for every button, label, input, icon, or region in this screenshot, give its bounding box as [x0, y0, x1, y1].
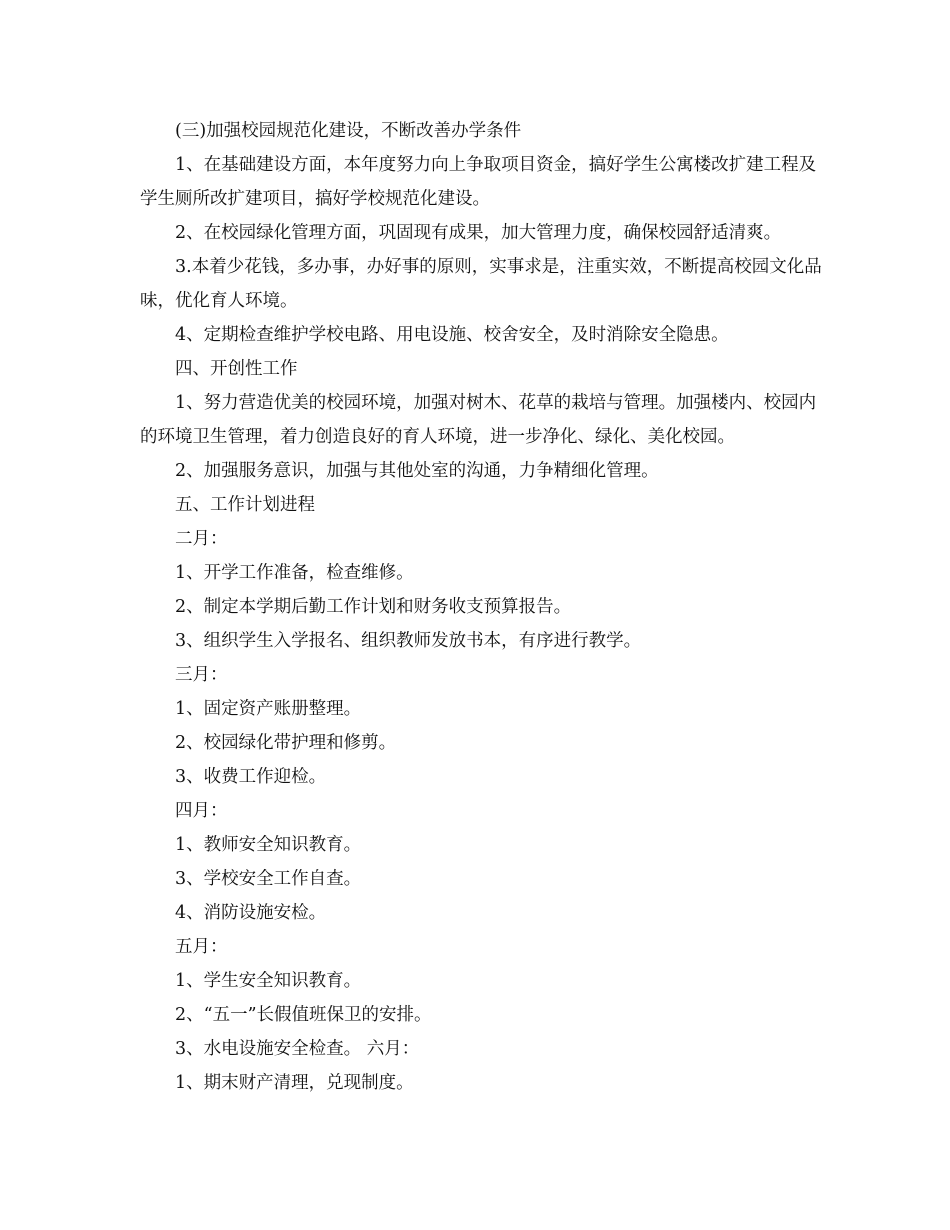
month-heading-may: 五月： — [175, 937, 228, 957]
list-item: 2、校园绿化带护理和修剪。 — [175, 733, 397, 753]
section-heading-improve-conditions: (三)加强校园规范化建设，不断改善办学条件 — [175, 121, 522, 141]
month-heading-february: 二月： — [175, 529, 228, 549]
list-item: 1、固定资产账册整理。 — [175, 699, 362, 719]
paragraph-greening: 2、在校园绿化管理方面，巩固现有成果，加大管理力度，确保校园舒适清爽。 — [175, 223, 782, 243]
list-item: 3、学校安全工作自查。 — [175, 869, 362, 889]
section-heading-work-schedule: 五、工作计划进程 — [175, 495, 315, 515]
paragraph-campus-environment: 1、努力营造优美的校园环境，加强对树木、花草的栽培与管理。加强楼内、校园内的环境卫生管理，着力创造良好的育人环境，进一步净化、绿化、美化校园。 — [140, 393, 817, 447]
list-item: 1、教师安全知识教育。 — [175, 835, 362, 855]
list-item: 3、收费工作迎检。 — [175, 767, 327, 787]
list-item: 1、开学工作准备，检查维修。 — [175, 563, 414, 583]
month-heading-march: 三月： — [175, 665, 228, 685]
paragraph-principle: 3.本着少花钱，多办事，办好事的原则，实事求是，注重实效，不断提高校园文化品味，优化育人环境。 — [140, 257, 822, 311]
list-item: 3、组织学生入学报名、组织教师发放书本，有序进行教学。 — [175, 631, 642, 651]
list-item: 2、制定本学期后勤工作计划和财务收支预算报告。 — [175, 597, 572, 617]
list-item: 1、学生安全知识教育。 — [175, 971, 362, 991]
list-item: 4、消防设施安检。 — [175, 903, 327, 923]
list-item: 3、水电设施安全检查。 六月： — [175, 1039, 420, 1059]
paragraph-safety-check: 4、定期检查维护学校电路、用电设施、校舍安全，及时消除安全隐患。 — [175, 325, 729, 345]
section-heading-innovative-work: 四、开创性工作 — [175, 359, 298, 379]
paragraph-infrastructure: 1、在基础建设方面，本年度努力向上争取项目资金，搞好学生公寓楼改扩建工程及学生厕所改扩建项目，搞好学校规范化建设。 — [140, 155, 817, 209]
list-item: 2、“五一”长假值班保卫的安排。 — [175, 1005, 432, 1025]
paragraph-service-awareness: 2、加强服务意识，加强与其他处室的沟通，力争精细化管理。 — [175, 461, 659, 481]
month-heading-april: 四月： — [175, 801, 228, 821]
document-body — [140, 114, 830, 1100]
list-item: 1、期末财产清理，兑现制度。 — [175, 1073, 414, 1093]
